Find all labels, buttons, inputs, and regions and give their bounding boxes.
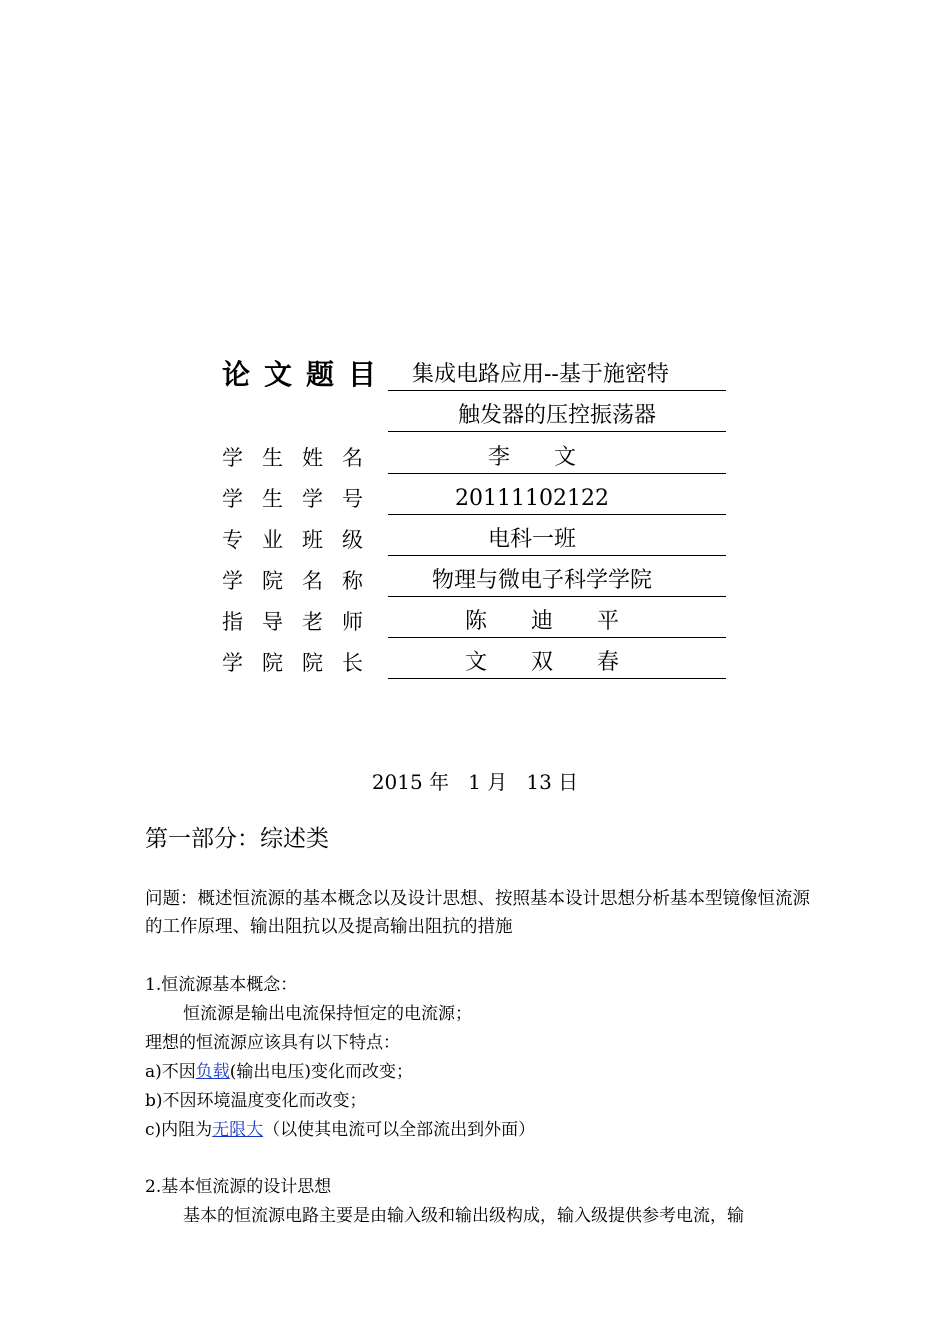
heading-2: 2.基本恒流源的设计思想 (145, 1177, 332, 1197)
major-class-label: 专业班级 (222, 528, 382, 552)
student-name-value: 李 文 (388, 443, 726, 474)
list-item-b: b)不因环境温度变化而改变； (145, 1091, 367, 1111)
infinite-link[interactable]: 无限大 (212, 1120, 264, 1140)
load-link[interactable]: 负载 (195, 1062, 230, 1082)
advisor-label: 指导老师 (222, 610, 382, 634)
section-title: 第一部分：综述类 (145, 826, 329, 852)
dean-value: 文 双 春 (388, 648, 726, 679)
thesis-title-label: 论文题目 (222, 358, 391, 391)
major-class-value: 电科一班 (388, 525, 726, 556)
dean-label: 学院院长 (222, 651, 382, 675)
college-name-value: 物理与微电子科学学院 (388, 566, 726, 597)
college-name-label: 学院名称 (222, 569, 382, 593)
paragraph-3: 基本的恒流源电路主要是由输入级和输出级构成，输入级提供参考电流，输 (183, 1206, 744, 1226)
paragraph-2: 理想的恒流源应该具有以下特点： (145, 1033, 400, 1053)
list-item-a: a)不因负载(输出电压)变化而改变； (145, 1062, 414, 1082)
list-item-c: c)内阻为无限大（以使其电流可以全部流出到外面） (145, 1120, 536, 1140)
paragraph-1: 恒流源是输出电流保持恒定的电流源； (183, 1004, 472, 1024)
thesis-title-line-2: 触发器的压控振荡器 (388, 401, 726, 432)
advisor-value: 陈 迪 平 (388, 607, 726, 638)
student-name-label: 学生姓名 (222, 446, 382, 470)
submission-date: 2015 年 1 月 13 日 (371, 770, 579, 794)
student-id-label: 学生学号 (222, 487, 382, 511)
question-text: 问题：概述恒流源的基本概念以及设计思想、按照基本设计思想分析基本型镜像恒流源的工作原理、输出阻抗以及提高输出阻抗的措施 (145, 889, 810, 937)
student-id-value: 20111102122 (388, 484, 726, 515)
heading-1: 1.恒流源基本概念： (145, 975, 298, 995)
thesis-title-line-1: 集成电路应用--基于施密特 (388, 360, 726, 391)
